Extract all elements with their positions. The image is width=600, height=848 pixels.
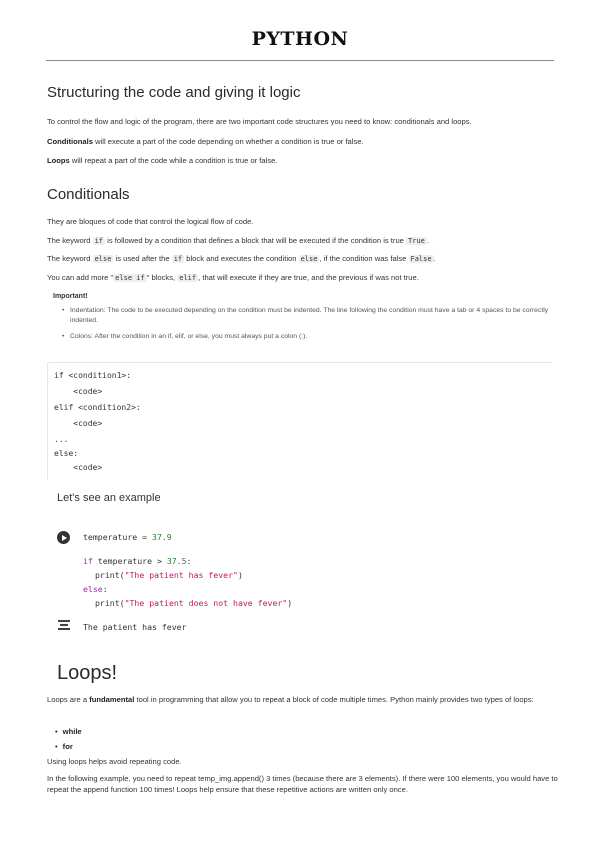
notebook-code-line — [95, 598, 292, 608]
code-token: print( — [95, 598, 125, 608]
code-token: "The patient does not have fever" — [124, 598, 288, 608]
inline-code-else: else — [300, 255, 318, 263]
code-line: <code> — [54, 419, 103, 428]
code-token: ) — [287, 598, 293, 608]
code-line: elif <condition2>: — [54, 403, 141, 412]
code-line: else: — [54, 449, 79, 458]
code-line: ... — [54, 435, 69, 444]
text-fragment: is followed by a condition that defines a block that will be executed if the condition is true — [105, 236, 407, 245]
section-heading-loops: Loops! — [57, 662, 118, 684]
text-fragment: tool in programming that allow you to repeat a block of code multiple times. Python mainly provides two types of loops: — [134, 695, 534, 704]
loops-term: Loops — [47, 156, 70, 165]
inline-code-true: True — [408, 237, 425, 245]
example-heading: Let's see an example — [57, 492, 161, 504]
code-token: temperature = — [83, 532, 153, 542]
code-token: 37.9 — [152, 532, 172, 542]
list-item-while: • while — [55, 724, 82, 739]
text-fragment: Loops are a — [47, 695, 90, 704]
list-item: • Indentation: The code to be executed depending on the condition must be indented. The line following the condition must have a tab or 4 spaces to be correctly indented. — [62, 306, 562, 326]
code-line: <code> — [54, 463, 103, 472]
code-token: "The patient has fever" — [124, 570, 238, 580]
code-token: else — [83, 584, 103, 594]
code-line: if <condition1>: — [54, 371, 132, 380]
notebook-code-line — [83, 584, 108, 594]
loops-paragraph-1 — [47, 694, 562, 705]
syntax-code-block — [47, 362, 553, 480]
output-toggle-icon[interactable] — [58, 620, 70, 630]
inline-code-if: if — [173, 255, 183, 263]
code-token: 37.5 — [166, 556, 187, 566]
code-token: if — [83, 556, 93, 566]
text-fragment: The keyword — [47, 254, 93, 263]
conditionals-paragraph-1: They are bloques of code that control the logical flow of code. — [47, 217, 254, 226]
inline-code-if: if — [94, 237, 104, 245]
notebook-code-line — [83, 532, 172, 542]
loops-paragraph-2: Using loops helps avoid repeating code. — [47, 757, 182, 766]
important-label: Important! — [53, 293, 88, 300]
text-fragment: , if the condition was false — [319, 254, 409, 263]
conditionals-term: Conditionals — [47, 137, 93, 146]
important-list — [62, 306, 562, 348]
code-line: <code> — [54, 387, 103, 396]
code-token: print( — [95, 570, 125, 580]
inline-code-false: False — [410, 255, 432, 263]
text-fragment: is used after the — [113, 254, 172, 263]
list-item-for: • for — [55, 739, 82, 754]
text-fragment: The keyword — [47, 236, 93, 245]
loops-paragraph-3: In the following example, you need to repeat temp_img.append() 3 times (because there are 3 elements). If there were 100 elements, you would have to repeat the append function 100 times! Loops help ensure that these repetitive actions are written only once. — [47, 774, 558, 794]
inline-code-elif: elif — [179, 274, 197, 282]
code-token: : — [186, 556, 192, 566]
list-item: • Colons: After the condition in an if, elif, or else, you must always put a colon (:). — [62, 332, 562, 342]
fundamental-term: fundamental — [89, 695, 135, 704]
title-divider — [46, 60, 554, 61]
code-token: temperature > — [92, 556, 167, 566]
inline-code-else-if: else if — [115, 274, 145, 282]
document-title: PYTHON — [251, 28, 349, 50]
text-fragment: block and executes the condition — [184, 254, 299, 263]
play-icon[interactable] — [57, 531, 70, 544]
notebook-output: The patient has fever — [83, 622, 187, 632]
notebook-code-line — [95, 570, 243, 580]
conditionals-paragraph-if — [47, 235, 562, 247]
text-fragment: . — [426, 236, 429, 245]
text-fragment: You can add more " — [47, 273, 114, 282]
intro-paragraph: To control the flow and logic of the program, there are two important code structures you need to know: conditionals and loops. — [47, 117, 472, 126]
loop-types-list — [55, 724, 82, 754]
conditionals-paragraph-elif — [47, 272, 562, 284]
notebook-code-line — [83, 556, 191, 566]
loops-definition — [47, 155, 562, 166]
text-fragment: , that will execute if they are true, and the previous if was not true. — [198, 273, 419, 282]
code-token: ) — [237, 570, 243, 580]
code-token: : — [102, 584, 108, 594]
conditionals-definition — [47, 136, 562, 147]
conditionals-paragraph-else — [47, 253, 562, 265]
section-heading-conditionals: Conditionals — [47, 186, 130, 203]
section-heading-structuring: Structuring the code and giving it logic — [47, 84, 301, 101]
inline-code-else: else — [94, 255, 112, 263]
text-fragment: . — [433, 254, 436, 263]
conditionals-definition-text: will execute a part of the code depending on whether a condition is true or false. — [92, 137, 364, 146]
loops-definition-text: will repeat a part of the code while a condition is true or false. — [69, 156, 278, 165]
text-fragment: " blocks, — [146, 273, 178, 282]
